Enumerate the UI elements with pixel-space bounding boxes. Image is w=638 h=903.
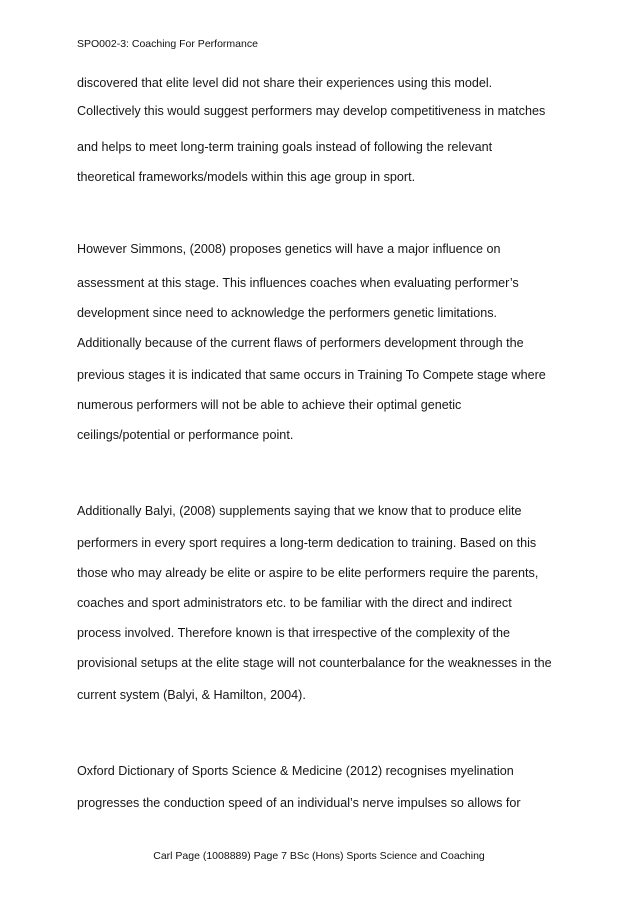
paragraph-3-line-1: Additionally Balyi, (2008) supplements saying that we know that to produce elite (77, 504, 522, 518)
paragraph-3-line-4: coaches and sport administrators etc. to be familiar with the direct and indirect (77, 596, 512, 610)
paragraph-2-line-2: assessment at this stage. This influences coaches when evaluating performer’s (77, 276, 519, 290)
paragraph-1-line-1: discovered that elite level did not share their experiences using this model. (77, 76, 493, 90)
paragraph-1-line-3: and helps to meet long-term training goals instead of following the relevant (77, 140, 493, 154)
page-header: SPO002-3: Coaching For Performance (77, 38, 258, 50)
paragraph-3-line-2: performers in every sport requires a long-term dedication to training. Based on this (77, 536, 537, 550)
paragraph-4-line-2: progresses the conduction speed of an individual’s nerve impulses so allows for (77, 796, 521, 810)
paragraph-2-line-1: However Simmons, (2008) proposes genetics will have a major influence on (77, 242, 501, 256)
paragraph-2-line-7: ceilings/potential or performance point. (77, 428, 294, 442)
paragraph-3-line-3: those who may already be elite or aspire to be elite performers require the parents, (77, 566, 539, 580)
paragraph-2-line-5: previous stages it is indicated that same occurs in Training To Compete stage where (77, 368, 546, 382)
paragraph-2-line-3: development since need to acknowledge the performers genetic limitations. (77, 306, 498, 320)
paragraph-1-line-2: Collectively this would suggest performers may develop competitiveness in matches (77, 104, 546, 118)
paragraph-2-line-4: Additionally because of the current flaws of performers development through the (77, 336, 524, 350)
page-footer: Carl Page (1008889) Page 7 BSc (Hons) Sports Science and Coaching (153, 850, 485, 862)
paragraph-4-line-1: Oxford Dictionary of Sports Science & Medicine (2012) recognises myelination (77, 764, 514, 778)
paragraph-2-line-6: numerous performers will not be able to achieve their optimal genetic (77, 398, 462, 412)
paragraph-1-line-4: theoretical frameworks/models within this age group in sport. (77, 170, 416, 184)
paragraph-3-line-6: provisional setups at the elite stage will not counterbalance for the weaknesses in the (77, 656, 552, 670)
paragraph-3-line-7: current system (Balyi, & Hamilton, 2004). (77, 688, 306, 702)
paragraph-3-line-5: process involved. Therefore known is that irrespective of the complexity of the (77, 626, 511, 640)
